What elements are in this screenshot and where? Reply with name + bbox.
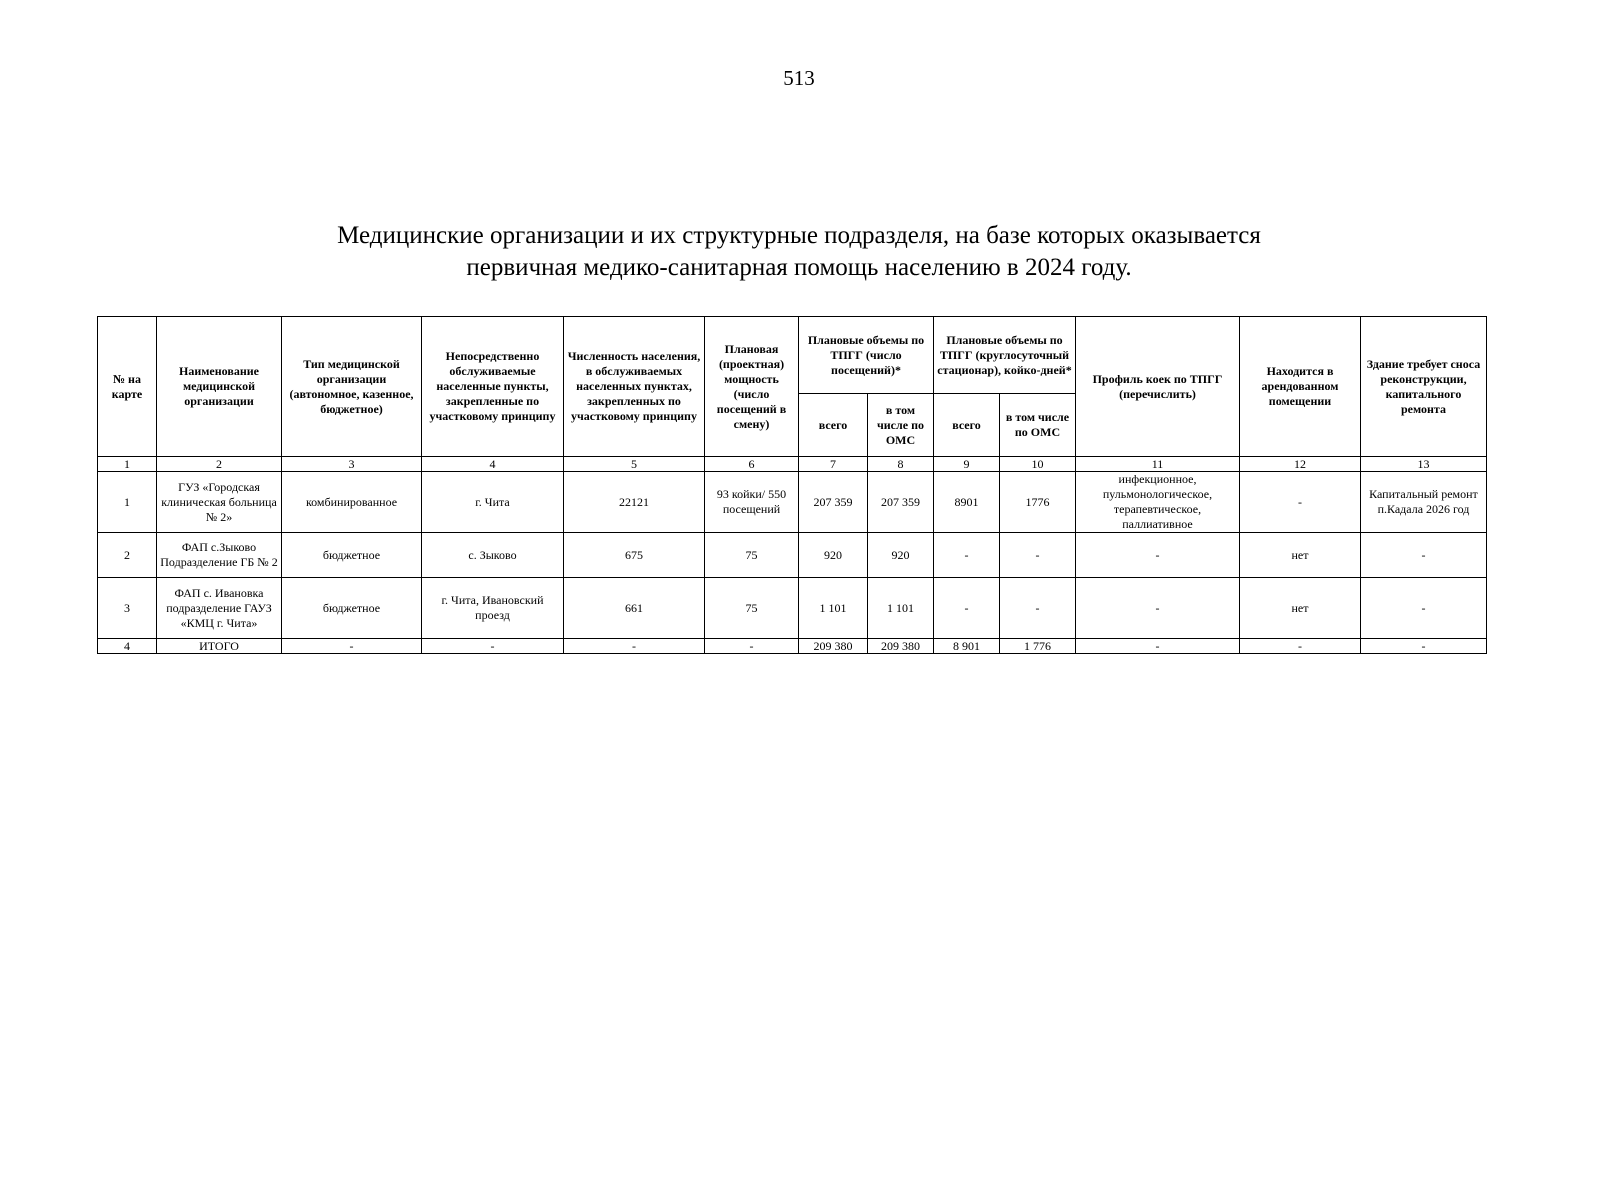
- cell-bed-profile: инфекционное, пульмонологическое, терапевтическое, паллиативное: [1076, 472, 1240, 533]
- table-row-total: [98, 639, 1487, 654]
- cell-beds-total: -: [934, 578, 1000, 639]
- header-col-4: Непосредственно обслуживаемые населенные пункты, закрепленные по участковому принципу: [422, 317, 564, 457]
- column-number: 10: [1000, 457, 1076, 472]
- column-number: 8: [868, 457, 934, 472]
- cell-population: -: [564, 639, 705, 654]
- cell-visits-oms: 207 359: [868, 472, 934, 533]
- header-col-10: в том числе по ОМС: [1000, 394, 1076, 457]
- column-number: 3: [282, 457, 422, 472]
- cell-name: ФАП с. Ивановка подразделение ГАУЗ «КМЦ г. Чита»: [157, 578, 282, 639]
- cell-visits-oms: 209 380: [868, 639, 934, 654]
- header-col-13: Здание требует сноса реконструкции, капитального ремонта: [1361, 317, 1487, 457]
- column-number: 12: [1240, 457, 1361, 472]
- header-col-7: всего: [799, 394, 868, 457]
- column-number: 5: [564, 457, 705, 472]
- cell-repair: -: [1361, 533, 1487, 578]
- header-col-3: Тип медицинской организации (автономное, казенное, бюджетное): [282, 317, 422, 457]
- cell-name: ФАП с.Зыково Подразделение ГБ № 2: [157, 533, 282, 578]
- column-number: 9: [934, 457, 1000, 472]
- header-col-5: Численность населения, в обслуживаемых населенных пунктах, закрепленных по участковому принципу: [564, 317, 705, 457]
- column-number-row: [98, 457, 1487, 472]
- cell-num: 2: [98, 533, 157, 578]
- header-col-8: в том числе по ОМС: [868, 394, 934, 457]
- cell-repair: Капитальный ремонт п.Кадала 2026 год: [1361, 472, 1487, 533]
- header-row-1: [98, 317, 1487, 394]
- column-number: 2: [157, 457, 282, 472]
- cell-type: бюджетное: [282, 533, 422, 578]
- header-group-visits: Плановые объемы по ТПГГ (число посещений)*: [799, 317, 934, 394]
- cell-type: -: [282, 639, 422, 654]
- cell-num: 3: [98, 578, 157, 639]
- header-col-12: Находится в арендованном помещении: [1240, 317, 1361, 457]
- cell-repair: -: [1361, 639, 1487, 654]
- cell-settlements: -: [422, 639, 564, 654]
- cell-num: 1: [98, 472, 157, 533]
- page-number: 513: [783, 66, 815, 90]
- table-row: [98, 578, 1487, 639]
- cell-repair: -: [1361, 578, 1487, 639]
- title-line-1: Медицинские организации и их структурные подразделя, на базе которых оказывается: [337, 222, 1261, 249]
- cell-beds-oms: -: [1000, 578, 1076, 639]
- cell-bed-profile: -: [1076, 578, 1240, 639]
- cell-settlements: с. Зыково: [422, 533, 564, 578]
- cell-rented: -: [1240, 639, 1361, 654]
- cell-visits-total: 207 359: [799, 472, 868, 533]
- cell-settlements: г. Чита: [422, 472, 564, 533]
- cell-population: 661: [564, 578, 705, 639]
- cell-rented: нет: [1240, 578, 1361, 639]
- cell-capacity: 75: [705, 533, 799, 578]
- cell-name: ИТОГО: [157, 639, 282, 654]
- document-title: [200, 220, 1398, 284]
- cell-capacity: 75: [705, 578, 799, 639]
- header-col-1: № на карте: [98, 317, 157, 457]
- cell-beds-total: 8 901: [934, 639, 1000, 654]
- cell-capacity: 93 койки/ 550 посещений: [705, 472, 799, 533]
- column-number: 6: [705, 457, 799, 472]
- table-row: [98, 533, 1487, 578]
- header-col-9: всего: [934, 394, 1000, 457]
- cell-bed-profile: -: [1076, 639, 1240, 654]
- organizations-table: [97, 316, 1487, 654]
- cell-bed-profile: -: [1076, 533, 1240, 578]
- cell-population: 22121: [564, 472, 705, 533]
- cell-visits-total: 920: [799, 533, 868, 578]
- cell-rented: нет: [1240, 533, 1361, 578]
- cell-population: 675: [564, 533, 705, 578]
- column-number: 1: [98, 457, 157, 472]
- cell-visits-total: 209 380: [799, 639, 868, 654]
- cell-beds-total: -: [934, 533, 1000, 578]
- cell-beds-total: 8901: [934, 472, 1000, 533]
- column-number: 13: [1361, 457, 1487, 472]
- cell-name: ГУЗ «Городская клиническая больница № 2»: [157, 472, 282, 533]
- cell-visits-oms: 1 101: [868, 578, 934, 639]
- cell-beds-oms: 1776: [1000, 472, 1076, 533]
- cell-beds-oms: 1 776: [1000, 639, 1076, 654]
- cell-type: бюджетное: [282, 578, 422, 639]
- column-number: 11: [1076, 457, 1240, 472]
- cell-visits-total: 1 101: [799, 578, 868, 639]
- column-number: 7: [799, 457, 868, 472]
- header-col-6: Плановая (проектная) мощность (число посещений в смену): [705, 317, 799, 457]
- title-line-2: первичная медико-санитарная помощь населению в 2024 году.: [466, 254, 1132, 281]
- cell-capacity: -: [705, 639, 799, 654]
- cell-num: 4: [98, 639, 157, 654]
- header-col-11: Профиль коек по ТПГГ (перечислить): [1076, 317, 1240, 457]
- cell-settlements: г. Чита, Ивановский проезд: [422, 578, 564, 639]
- column-number: 4: [422, 457, 564, 472]
- header-col-2: Наименование медицинской организации: [157, 317, 282, 457]
- cell-rented: -: [1240, 472, 1361, 533]
- header-group-beds: Плановые объемы по ТПГГ (круглосуточный стационар), койко-дней*: [934, 317, 1076, 394]
- cell-type: комбинированное: [282, 472, 422, 533]
- cell-visits-oms: 920: [868, 533, 934, 578]
- table-row: [98, 472, 1487, 533]
- cell-beds-oms: -: [1000, 533, 1076, 578]
